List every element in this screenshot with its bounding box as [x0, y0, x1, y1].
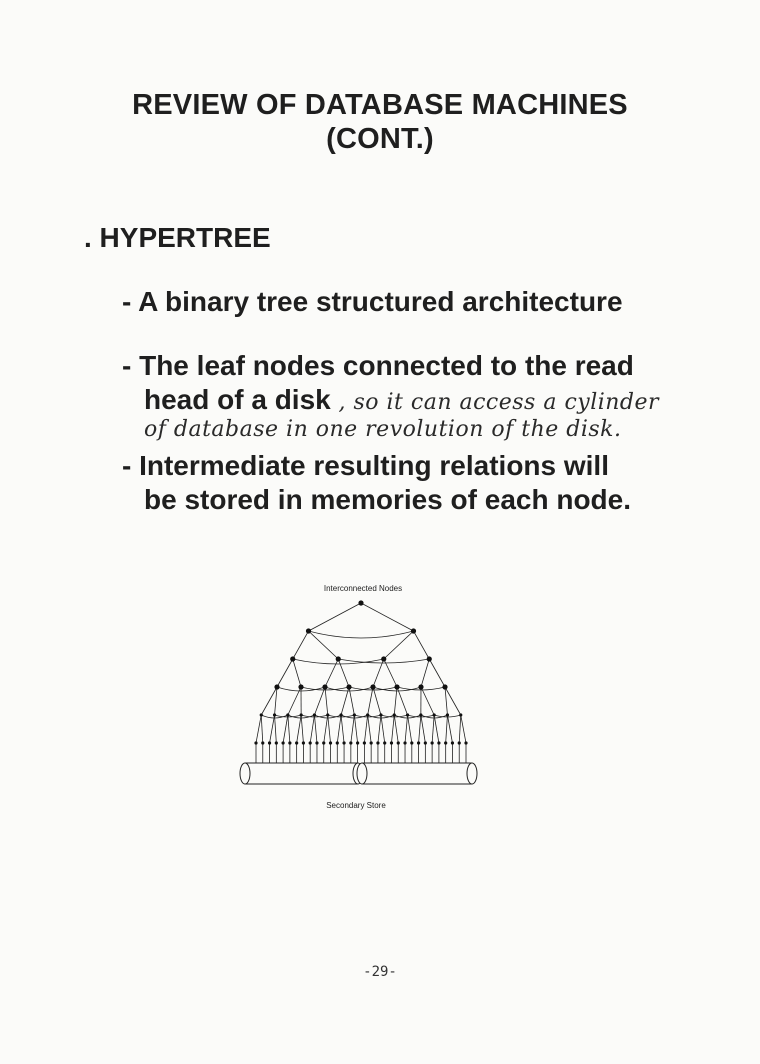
disk-cylinder-right: [362, 763, 472, 784]
tree-edges: [256, 603, 466, 763]
tree-edge: [354, 715, 357, 743]
bullet-intermediate-line-2: be stored in memories of each node.: [144, 484, 632, 515]
disk-cylinder-left: [245, 763, 358, 784]
tree-node: [444, 741, 447, 744]
tree-node: [458, 741, 461, 744]
disk-cylinder-right-end: [357, 763, 367, 784]
disk-cylinder-left-end: [240, 763, 250, 784]
page-title: [0, 88, 760, 156]
tree-edge: [288, 687, 301, 715]
disk-cylinder-right-cap: [467, 763, 477, 784]
tree-node: [418, 684, 423, 689]
tree-node: [268, 741, 271, 744]
tree-edge: [373, 687, 381, 715]
handwritten-note-2: of database in one revolution of the disk.: [144, 417, 622, 442]
tree-edge: [283, 715, 288, 743]
tree-node: [298, 684, 303, 689]
tree-node: [417, 741, 420, 744]
tree-node: [393, 713, 396, 716]
tree-edge: [368, 687, 373, 715]
hyper-link: [309, 631, 414, 638]
tree-node: [433, 713, 436, 716]
tree-node: [353, 713, 356, 716]
tree-edge: [384, 631, 414, 659]
tree-node: [411, 628, 416, 633]
tree-node: [403, 741, 406, 744]
tree-edge: [270, 715, 275, 743]
tree-edge: [324, 715, 328, 743]
tree-edge: [446, 715, 448, 743]
tree-node: [431, 741, 434, 744]
tree-node: [313, 713, 316, 716]
tree-node: [290, 656, 295, 661]
secondary-store-label: Secondary Store: [326, 801, 386, 810]
tree-node: [410, 741, 413, 744]
tree-node: [336, 656, 341, 661]
bullet-binary-tree: - A binary tree structured architecture: [122, 286, 623, 317]
tree-edge: [256, 715, 261, 743]
tree-node: [336, 741, 339, 744]
tree-node: [309, 741, 312, 744]
tree-node: [459, 713, 462, 716]
section-heading: . HYPERTREE: [84, 222, 271, 253]
tree-node: [339, 713, 342, 716]
tree-node: [273, 713, 276, 716]
tree-node: [370, 741, 373, 744]
title-line-1: REVIEW OF DATABASE MACHINES: [132, 89, 628, 121]
tree-edge: [314, 687, 325, 715]
tree-edge: [368, 715, 372, 743]
tree-edge: [394, 715, 398, 743]
tree-edge: [301, 715, 303, 743]
tree-node: [315, 741, 318, 744]
interconnected-nodes-label: Interconnected Nodes: [323, 584, 403, 593]
tree-edge: [288, 715, 290, 743]
tree-edge: [351, 715, 355, 743]
tree-edge: [432, 715, 434, 743]
tree-node: [275, 741, 278, 744]
tree-edge: [421, 659, 429, 687]
tree-edge: [421, 687, 434, 715]
tree-node: [260, 713, 263, 716]
tree-node: [349, 741, 352, 744]
tree-node: [302, 741, 305, 744]
tree-node: [427, 656, 432, 661]
tree-edge: [461, 715, 466, 743]
tree-node: [381, 656, 386, 661]
bullet-leaf-nodes-line-2: [144, 384, 659, 419]
tree-node: [346, 684, 351, 689]
tree-edge: [408, 715, 412, 743]
tree-node: [464, 741, 467, 744]
tree-edge: [261, 715, 263, 743]
tree-node: [419, 713, 422, 716]
tree-edge: [419, 715, 421, 743]
tree-node: [394, 684, 399, 689]
tree-node: [437, 741, 440, 744]
tree-node: [424, 741, 427, 744]
hypertree-diagram: [225, 576, 495, 826]
tree-edge: [459, 715, 461, 743]
tree-edge: [310, 715, 314, 743]
tree-edge: [293, 631, 309, 659]
tree-edge: [378, 715, 381, 743]
tree-node: [356, 741, 359, 744]
tree-node: [254, 741, 257, 744]
tree-node: [329, 741, 332, 744]
tree-node: [322, 684, 327, 689]
tree-node: [306, 628, 311, 633]
tree-node: [295, 741, 298, 744]
bullet-intermediate-line-1: - Intermediate resulting relations will: [122, 450, 609, 481]
tree-node: [397, 741, 400, 744]
tree-node: [274, 684, 279, 689]
tree-node: [281, 741, 284, 744]
bullet-leaf-nodes-line-1: - The leaf nodes connected to the read: [122, 350, 634, 381]
tree-node: [363, 741, 366, 744]
tree-edge: [364, 715, 367, 743]
tree-edge: [277, 659, 293, 687]
tree-edge: [405, 715, 408, 743]
tree-edge: [434, 715, 439, 743]
tree-node: [446, 713, 449, 716]
tree-node: [288, 741, 291, 744]
tree-node: [342, 741, 345, 744]
bullet-leaf-nodes-text: head of a disk: [144, 384, 331, 415]
tree-node: [383, 741, 386, 744]
tree-node: [379, 713, 382, 716]
tree-node: [286, 713, 289, 716]
tree-edge: [314, 715, 317, 743]
tree-node: [451, 741, 454, 744]
tree-node: [370, 684, 375, 689]
tree-edge: [447, 715, 452, 743]
tree-edge: [297, 715, 302, 743]
tree-edge: [414, 631, 430, 659]
title-line-2: (CONT.): [326, 123, 434, 155]
tree-edge: [361, 603, 414, 631]
tree-node: [326, 713, 329, 716]
tree-edge: [309, 603, 362, 631]
tree-edge: [421, 715, 426, 743]
tree-edge: [325, 659, 338, 687]
tree-edge: [337, 715, 341, 743]
tree-edge: [429, 659, 445, 687]
tree-edge: [309, 631, 339, 659]
tree-edge: [341, 715, 344, 743]
tree-node: [406, 713, 409, 716]
tree-node: [300, 713, 303, 716]
disk-cylinders: [240, 763, 477, 784]
tree-edge: [391, 715, 394, 743]
tree-node: [261, 741, 264, 744]
tree-edge: [325, 687, 328, 715]
tree-edge: [338, 659, 349, 687]
tree-edge: [275, 715, 277, 743]
tree-edge: [293, 659, 301, 687]
tree-edge: [328, 715, 331, 743]
tree-node: [376, 741, 379, 744]
tree-node: [358, 600, 363, 605]
tree-node: [322, 741, 325, 744]
handwritten-note-1: , so it can access a cylinder: [338, 390, 660, 415]
tree-node: [390, 741, 393, 744]
tree-node: [366, 713, 369, 716]
tree-node: [442, 684, 447, 689]
page-number: -29-: [363, 964, 397, 980]
tree-edge: [381, 715, 385, 743]
